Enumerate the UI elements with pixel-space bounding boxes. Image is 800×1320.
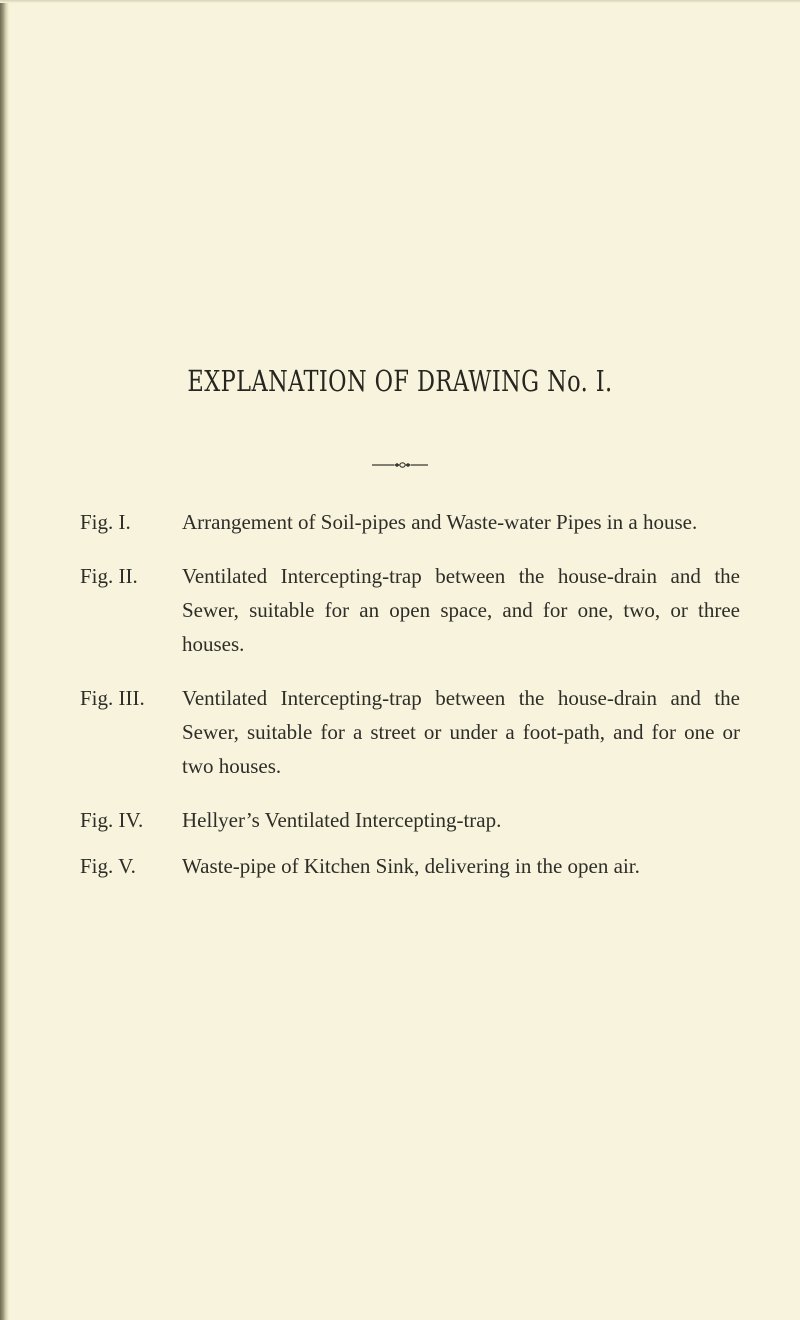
figure-label: Fig. I. [80, 510, 131, 534]
figure-entry [80, 803, 740, 837]
page-binding-edge [0, 0, 9, 1320]
figure-label: Fig. V. [80, 854, 136, 878]
figure-label: Fig. III. [80, 686, 145, 710]
figure-list [80, 505, 740, 883]
figure-entry [80, 849, 740, 883]
figure-entry [80, 559, 740, 661]
ornament-rule-icon [370, 458, 430, 472]
figure-description: Arrangement of Soil-pipes and Waste-water Pipes in a house. [182, 510, 698, 534]
figure-entry [80, 505, 740, 539]
figure-description: Hellyer’s Ventilated Intercepting-trap. [182, 808, 502, 832]
page-title: EXPLANATION OF DRAWING No. I. [187, 364, 613, 398]
figure-description: Ventilated Intercepting-trap between the house-drain and the Sewer, suitable for a street or under a foot-path, and for one or two houses. [182, 686, 740, 778]
figure-label: Fig. IV. [80, 808, 144, 832]
figure-description: Ventilated Intercepting-trap between the house-drain and the Sewer, suitable for an open space, and for one, two, or three houses. [182, 564, 740, 656]
figure-entry [80, 681, 740, 783]
figure-description: Waste-pipe of Kitchen Sink, delivering in the open air. [182, 854, 640, 878]
page-top-edge [0, 0, 800, 3]
figure-label: Fig. II. [80, 564, 138, 588]
